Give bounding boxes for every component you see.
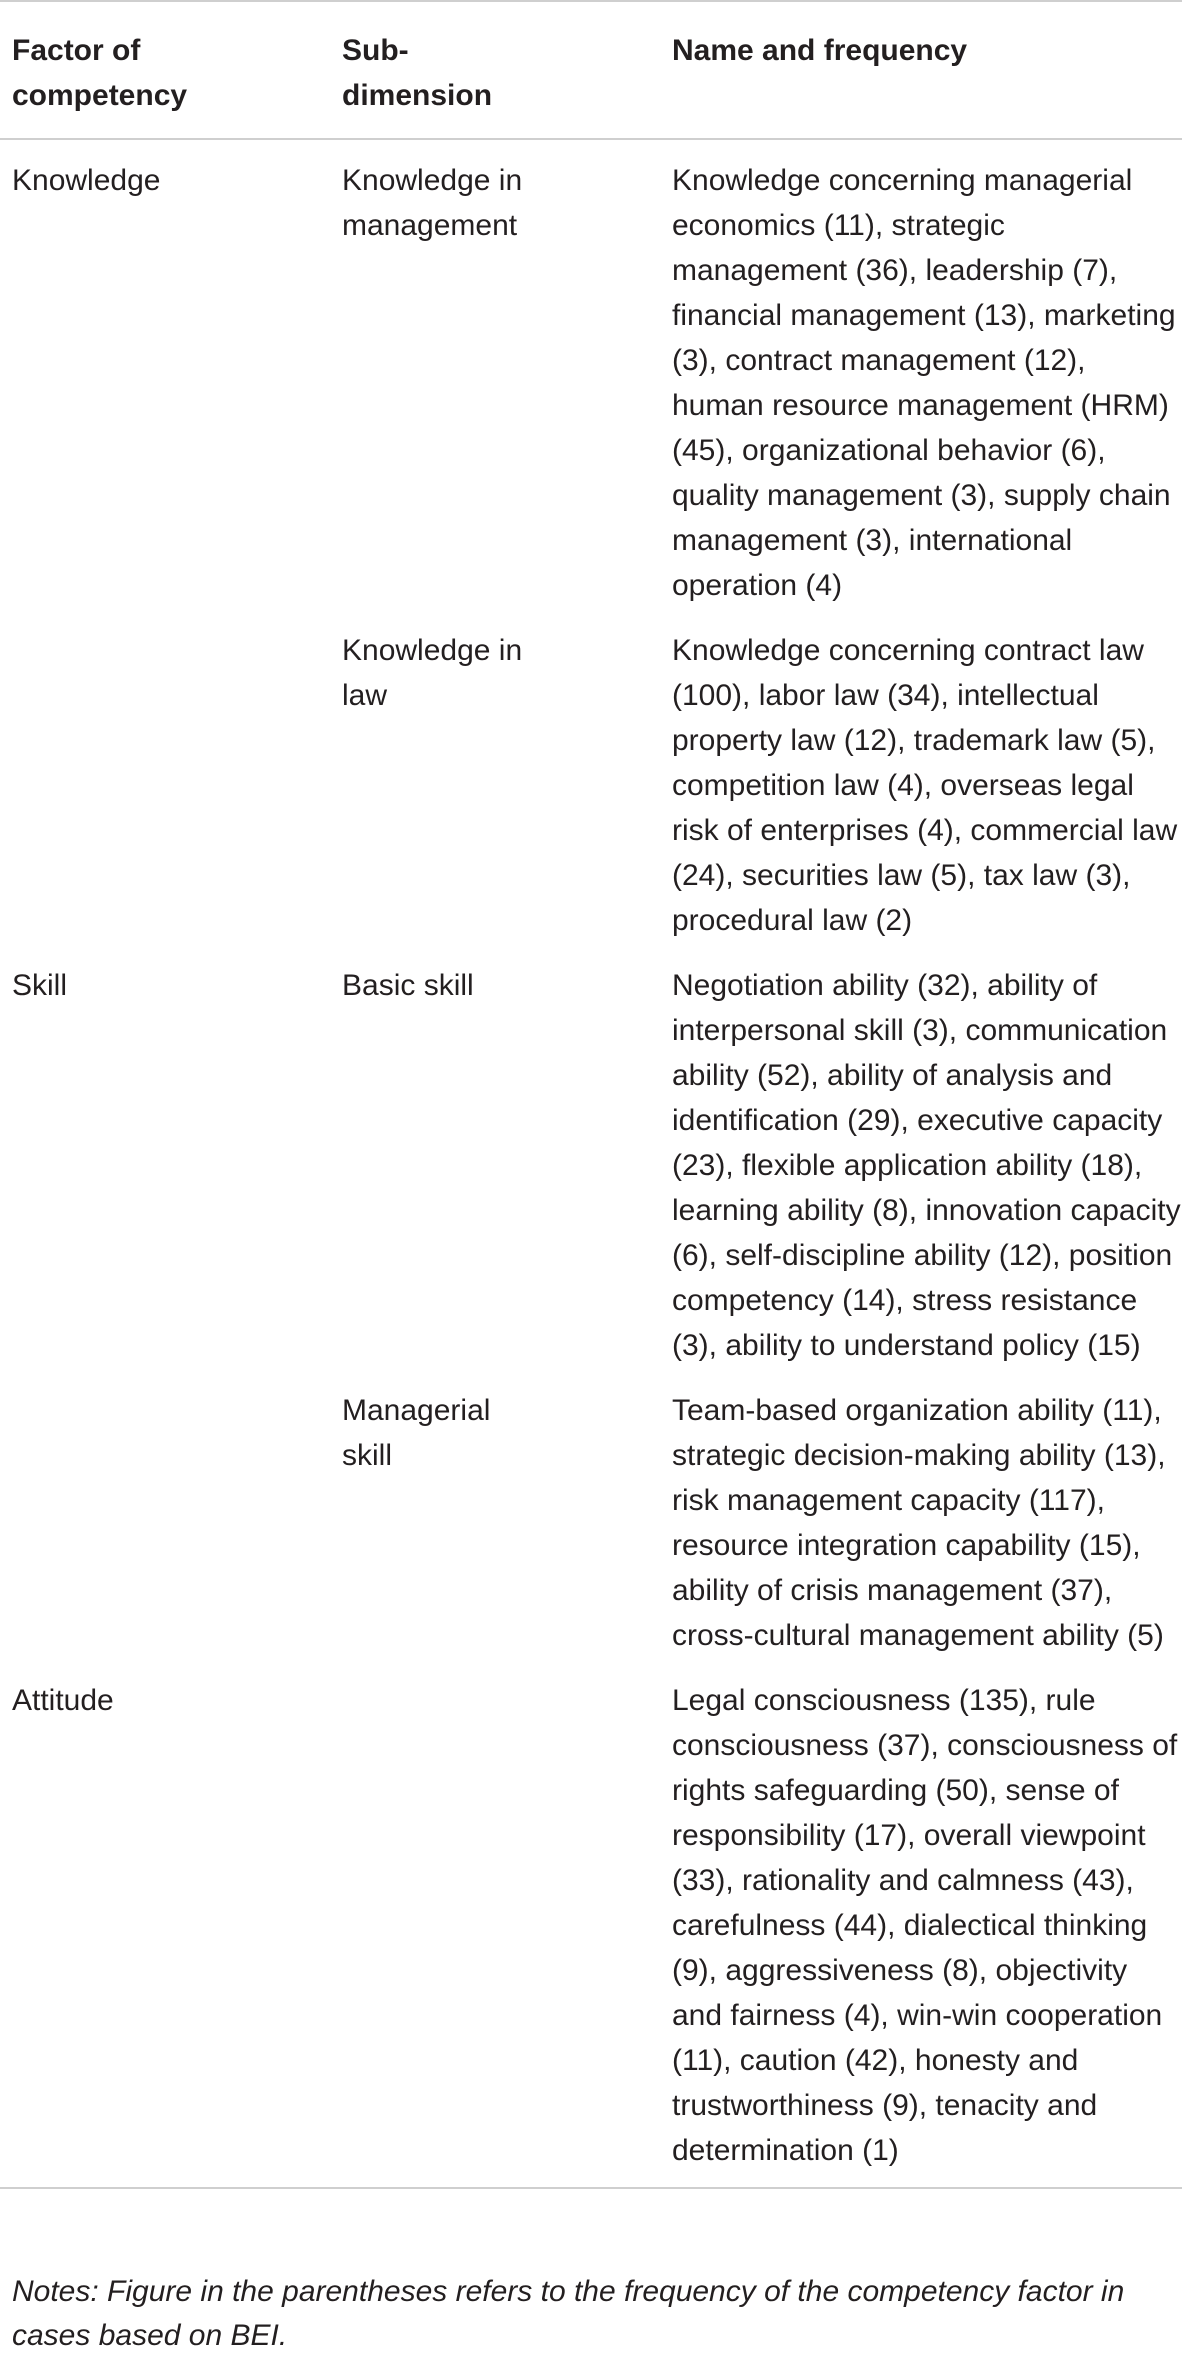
header-name-frequency: Name and frequency [660,1,1182,139]
cell-subdimension: Knowledge in management [342,164,523,242]
cell-name-frequency: Knowledge concerning contract law (100), labor law (34), intellectual property law (12), trademark law (5), competition law (4), overseas legal risk of enterprises (4), commercial law (24), securities law (5), tax law (3), procedural law (2) [672,634,1178,937]
cell-factor: Knowledge [12,164,161,197]
header-row [0,1,1182,139]
cell-subdimension: Managerial skill [342,1394,491,1472]
cell-factor: Attitude [0,1666,330,2188]
table-row [0,139,1182,616]
cell-name-frequency: Negotiation ability (32), ability of interpersonal skill (3), communication ability (52), ability of analysis and identification (29), executive capacity (23), flexible application ability (18), learning ability (8), innovation capacity (6), self-discipline ability (12), position competency (14), stress resistance (3), ability to understand policy (15) [672,969,1181,1362]
cell-name-frequency: Legal consciousness (135), rule consciousness (37), consciousness of rights safeguarding (50), sense of responsibility (17), overall viewpoint (33), rationality and calmness (43), carefulness (44), dialectical thinking (9), aggressiveness (8), objectivity and fairness (4), win-win cooperation (11), caution (42), honesty and trustworthiness (9), tenacity and determination (1) [660,1666,1182,2188]
table-row [0,616,1182,951]
table-header [0,1,1182,139]
table-row [0,1376,1182,1666]
cell-factor [0,616,330,951]
table-row [0,951,1182,1376]
cell-subdimension: Basic skill [342,969,474,1002]
header-factor: Factor of competency [0,1,330,139]
cell-subdimension: Knowledge in law [342,634,523,712]
table-body [0,139,1182,2188]
cell-subdimension [330,1666,660,2188]
cell-factor [0,1376,330,1666]
cell-factor: Skill [12,969,68,1002]
header-subdimension: Sub-dimension [330,1,660,139]
cell-name-frequency: Team-based organization ability (11), strategic decision-making ability (13), risk management capacity (117), resource integration capability (15), ability of crisis management (37), cross-cultural management ability (5) [672,1394,1166,1652]
cell-name-frequency: Knowledge concerning managerial economics (11), strategic management (36), leadership (7), financial management (13), marketing (3), contract management (12), human resource management (HRM) (45), organizational behavior (6), quality management (3), supply chain management (3), international operation (4) [672,164,1176,602]
table-notes: Notes: Figure in the parentheses refers to the frequency of the competency factor in cases based on BEI. [12,2275,1125,2352]
table-row [0,1666,1182,2188]
